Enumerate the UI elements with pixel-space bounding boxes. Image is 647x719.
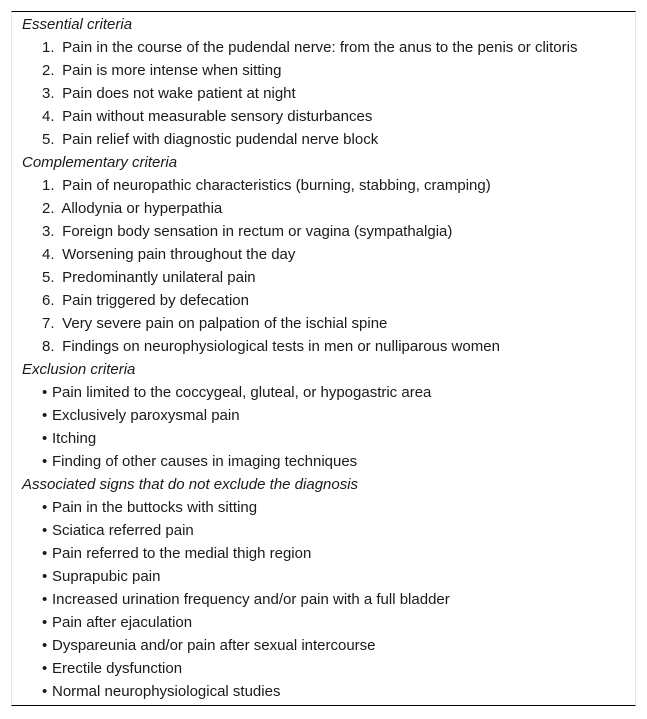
list-item (12, 565, 635, 588)
item-number: 3. (42, 85, 55, 102)
item-text: Very severe pain on palpation of the ischial spine (62, 315, 388, 332)
list-item (12, 266, 635, 289)
list-item (12, 519, 635, 542)
list-item (12, 36, 635, 59)
item-text: Foreign body sensation in rectum or vagina (sympathalgia) (62, 223, 453, 240)
item-text: Increased urination frequency and/or pain with a full bladder (52, 591, 450, 608)
bullet-icon: • (42, 430, 48, 447)
section-heading-associated-signs: Associated signs that do not exclude the diagnosis (22, 476, 359, 493)
list-item (12, 197, 635, 220)
bullet-icon: • (42, 499, 48, 516)
list-item (12, 634, 635, 657)
bullet-icon: • (42, 683, 48, 700)
item-text: Pain limited to the coccygeal, gluteal, or hypogastric area (52, 384, 432, 401)
list-item (12, 312, 635, 335)
bullet-icon: • (42, 453, 48, 470)
list-item (12, 243, 635, 266)
item-text: Normal neurophysiological studies (52, 683, 281, 700)
bullet-icon: • (42, 384, 48, 401)
item-text: Pain relief with diagnostic pudendal nerve block (62, 131, 379, 148)
list-item (12, 59, 635, 82)
list-item (12, 105, 635, 128)
item-text: Sciatica referred pain (52, 522, 194, 539)
bullet-icon: • (42, 545, 48, 562)
item-number: 1. (42, 39, 55, 56)
item-number: 5. (42, 269, 55, 286)
list-item (12, 542, 635, 565)
section-heading-essential: Essential criteria (22, 16, 133, 33)
item-text: Dyspareunia and/or pain after sexual intercourse (52, 637, 376, 654)
list-item (12, 174, 635, 197)
item-number: 2. (42, 200, 55, 217)
list-item (12, 128, 635, 151)
item-text: Predominantly unilateral pain (62, 269, 256, 286)
item-text: Finding of other causes in imaging techniques (52, 453, 358, 470)
bullet-icon: • (42, 637, 48, 654)
item-number: 4. (42, 246, 55, 263)
bullet-icon: • (42, 591, 48, 608)
item-text: Pain after ejaculation (52, 614, 193, 631)
list-item (12, 335, 635, 358)
item-number: 4. (42, 108, 55, 125)
item-text: Pain referred to the medial thigh region (52, 545, 312, 562)
list-item (12, 680, 635, 703)
item-text: Pain is more intense when sitting (62, 62, 282, 79)
item-text: Pain without measurable sensory disturbances (62, 108, 373, 125)
item-text: Allodynia or hyperpathia (61, 200, 223, 217)
list-item (12, 611, 635, 634)
item-text: Suprapubic pain (52, 568, 161, 585)
item-number: 3. (42, 223, 55, 240)
item-text: Exclusively paroxysmal pain (52, 407, 240, 424)
list-item (12, 404, 635, 427)
item-number: 5. (42, 131, 55, 148)
item-text: Pain triggered by defecation (62, 292, 249, 309)
bullet-icon: • (42, 614, 48, 631)
item-text: Erectile dysfunction (52, 660, 183, 677)
item-text: Pain does not wake patient at night (62, 85, 296, 102)
bullet-icon: • (42, 568, 48, 585)
list-item (12, 381, 635, 404)
item-text: Findings on neurophysiological tests in men or nulliparous women (62, 338, 500, 355)
section-heading-exclusion: Exclusion criteria (22, 361, 136, 378)
list-item (12, 588, 635, 611)
list-item (12, 657, 635, 680)
item-text: Pain in the course of the pudendal nerve: from the anus to the penis or clitoris (62, 39, 578, 56)
item-number: 2. (42, 62, 55, 79)
bullet-icon: • (42, 522, 48, 539)
item-number: 7. (42, 315, 55, 332)
item-text: Pain in the buttocks with sitting (52, 499, 258, 516)
item-text: Itching (52, 430, 97, 447)
criteria-table-body (12, 13, 635, 703)
item-text: Pain of neuropathic characteristics (burning, stabbing, cramping) (62, 177, 491, 194)
item-text: Worsening pain throughout the day (62, 246, 296, 263)
list-item (12, 82, 635, 105)
criteria-table (11, 11, 636, 706)
item-number: 8. (42, 338, 55, 355)
list-item (12, 496, 635, 519)
bullet-icon: • (42, 660, 48, 677)
section-heading-complementary: Complementary criteria (22, 154, 178, 171)
list-item (12, 427, 635, 450)
list-item (12, 450, 635, 473)
item-number: 6. (42, 292, 55, 309)
list-item (12, 289, 635, 312)
bullet-icon: • (42, 407, 48, 424)
item-number: 1. (42, 177, 55, 194)
list-item (12, 220, 635, 243)
